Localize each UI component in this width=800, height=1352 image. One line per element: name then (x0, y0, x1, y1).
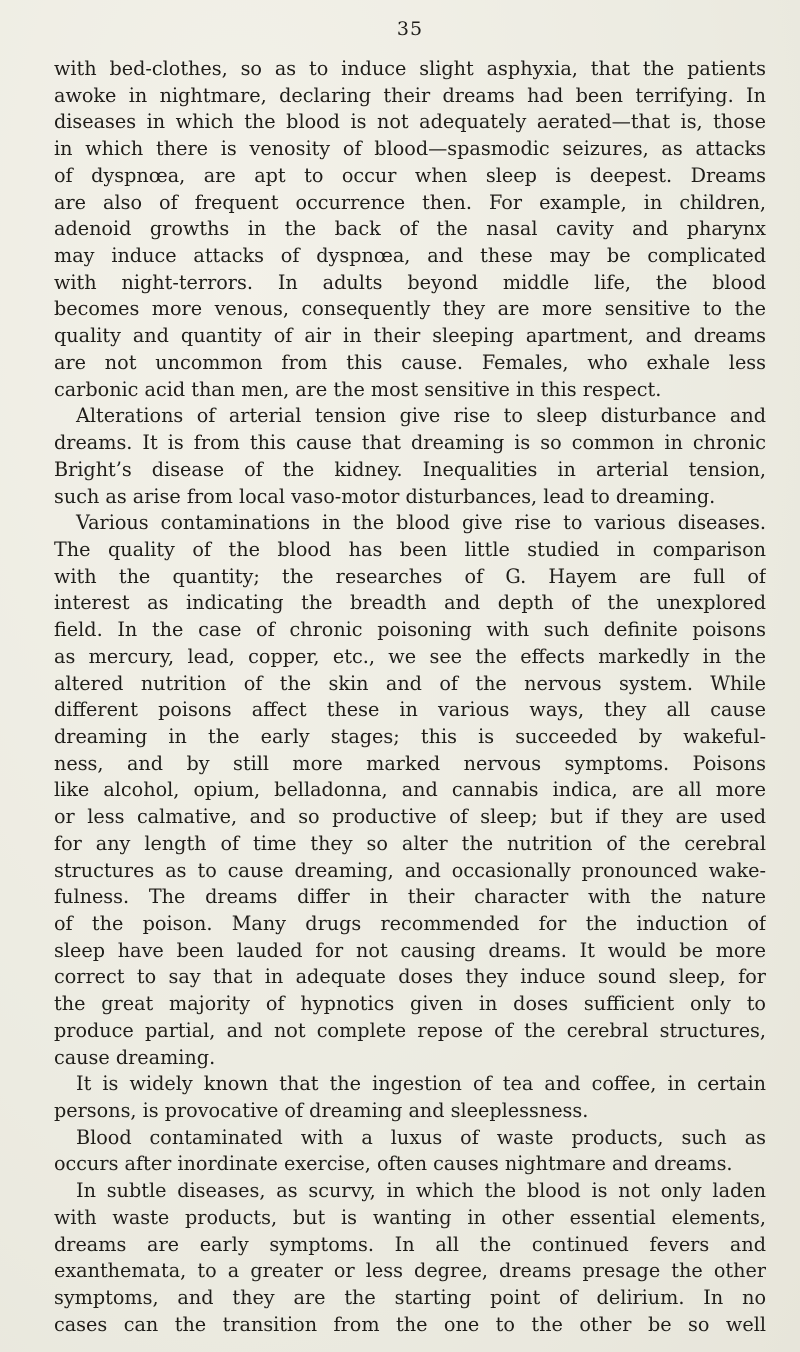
text-line: sleep have been lauded for not causing dreams. It would be more (54, 938, 766, 962)
text-line: Bright’s disease of the kidney. Inequalities in arterial tension, (54, 457, 766, 481)
text-line: with bed-clothes, so as to induce slight asphyxia, that the patients (54, 57, 766, 80)
text-line: different poisons affect these in various ways, they all cause (54, 698, 766, 722)
text-line: or less calmative, and so productive of sleep; but if they are used (54, 805, 766, 829)
text-line: dreams. It is from this cause that dreaming is so common in chronic (54, 431, 766, 455)
text-line: field. In the case of chronic poisoning with such definite poisons (54, 618, 766, 642)
text-line: interest as indicating the breadth and depth of the unexplored (54, 591, 766, 615)
text-line: becomes more venous, consequently they are more sensitive to the (54, 297, 766, 321)
text-line: structures as to cause dreaming, and occasionally pronounced wake- (54, 858, 766, 882)
text-line: dreaming in the early stages; this is succeeded by wakeful- (54, 724, 766, 748)
text-line: as mercury, lead, copper, etc., we see the effects markedly in the (54, 644, 766, 668)
text-line: dreams are early symptoms. In all the continued fevers and (54, 1232, 766, 1256)
body-text (54, 56, 766, 1339)
text-line: like alcohol, opium, belladonna, and cannabis indica, are all more (54, 778, 766, 802)
text-line: are not uncommon from this cause. Females, who exhale less (54, 350, 766, 374)
text-line: persons, is provocative of dreaming and sleeplessness. (54, 1099, 589, 1123)
text-line: carbonic acid than men, are the most sensitive in this respect. (54, 377, 662, 401)
text-line: adenoid growths in the back of the nasal cavity and pharynx (54, 217, 766, 241)
text-line: diseases in which the blood is not adequately aerated—that is, those (54, 110, 766, 134)
text-line: produce partial, and not complete repose of the cerebral structures, (54, 1018, 766, 1042)
text-line: altered nutrition of the skin and of the nervous system. While (54, 671, 766, 695)
text-line: the great majority of hypnotics given in doses sufficient only to (54, 992, 766, 1016)
text-line: awoke in nightmare, declaring their dreams had been terrifying. In (54, 83, 766, 107)
text-line: Blood contaminated with a luxus of waste products, such as (76, 1125, 766, 1149)
text-line: with waste products, but is wanting in other essential elements, (54, 1205, 766, 1229)
text-line: cases can the transition from the one to the other be so well (54, 1312, 766, 1336)
text-line: with the quantity; the researches of G. Hayem are full of (54, 564, 766, 588)
text-line: It is widely known that the ingestion of tea and coffee, in certain (76, 1072, 766, 1096)
text-line: The quality of the blood has been little studied in comparison (54, 537, 766, 561)
text-line: exanthemata, to a greater or less degree, dreams presage the other (54, 1259, 766, 1283)
text-line: are also of frequent occurrence then. For example, in children, (54, 190, 766, 214)
text-line: may induce attacks of dyspnœa, and these may be complicated (54, 244, 766, 268)
text-line: fulness. The dreams differ in their character with the nature (54, 885, 766, 909)
text-line: occurs after inordinate exercise, often causes nightmare and dreams. (54, 1152, 733, 1176)
text-line: symptoms, and they are the starting point of delirium. In no (54, 1286, 766, 1310)
text-line: with night-terrors. In adults beyond middle life, the blood (54, 270, 766, 294)
text-line: ness, and by still more marked nervous symptoms. Poisons (54, 751, 766, 775)
text-line: cause dreaming. (54, 1045, 216, 1069)
text-line: of the poison. Many drugs recommended for the induction of (54, 912, 766, 935)
text-line: Various contaminations in the blood give rise to various diseases. (76, 511, 766, 535)
book-page (54, 0, 766, 1352)
page-number: 35 (396, 18, 424, 40)
text-line: such as arise from local vaso-motor disturbances, lead to dreaming. (54, 484, 716, 508)
text-line: in which there is venosity of blood—spasmodic seizures, as attacks (54, 137, 766, 161)
text-line: correct to say that in adequate doses they induce sound sleep, for (54, 965, 766, 989)
text-line: of dyspnœa, are apt to occur when sleep is deepest. Dreams (54, 163, 766, 187)
text-line: In subtle diseases, as scurvy, in which the blood is not only laden (76, 1179, 766, 1203)
text-line: quality and quantity of air in their sleeping apartment, and dreams (54, 324, 766, 348)
text-line: for any length of time they so alter the nutrition of the cerebral (54, 831, 766, 855)
text-line: Alterations of arterial tension give rise to sleep disturbance and (76, 404, 766, 428)
